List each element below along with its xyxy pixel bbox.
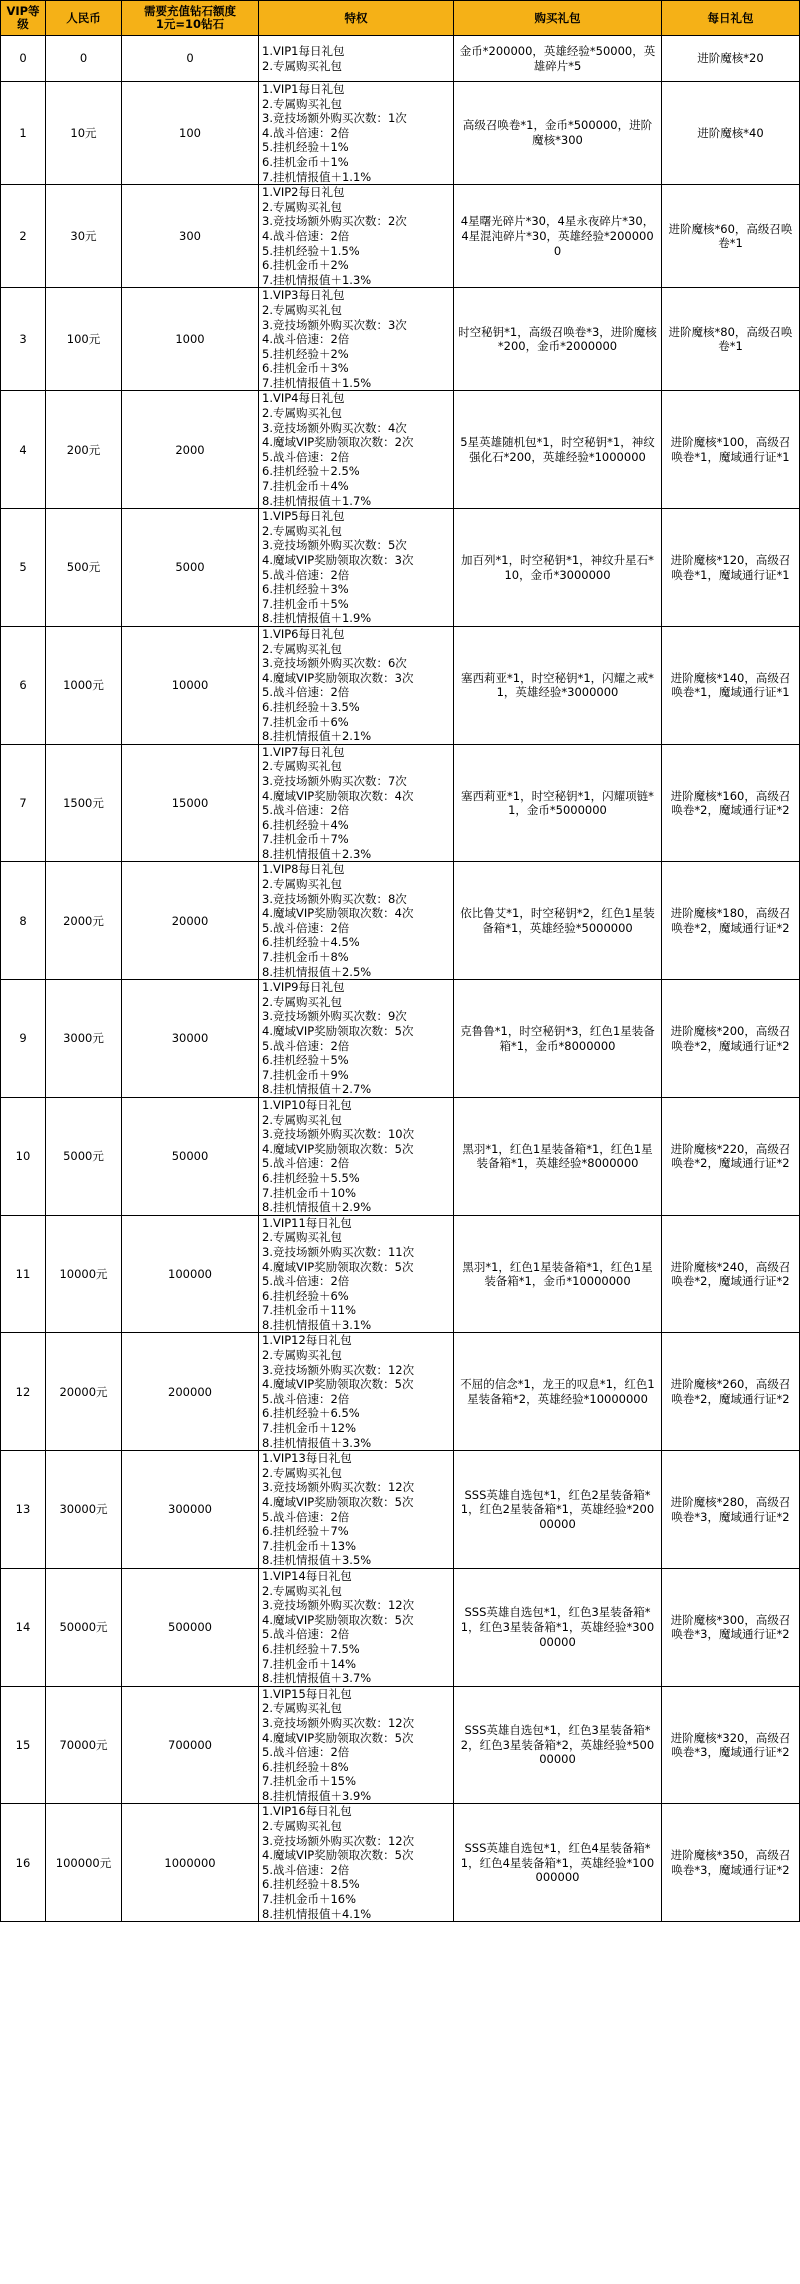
privilege-item: 2.专属购买礼包 (262, 406, 342, 421)
privileges-cell (259, 862, 454, 980)
privileges-cell (259, 1804, 454, 1922)
privilege-item: 4.魔域VIP奖励领取次数：3次 (262, 670, 414, 685)
privilege-item: 5.战斗倍速：2倍 (262, 1509, 350, 1524)
privilege-item: 4.战斗倍速：2倍 (262, 332, 350, 347)
privilege-item: 2.专属购买礼包 (262, 96, 342, 111)
header-row (1, 1, 800, 36)
vip-level-cell: 8 (1, 862, 46, 980)
privilege-item: 3.竞技场额外购买次数：11次 (262, 1244, 415, 1259)
privilege-item: 7.挂机情报值＋1.1% (262, 169, 372, 184)
privilege-item: 8.挂机情报值＋1.9% (262, 611, 372, 626)
diamonds-cell: 30000 (122, 980, 259, 1098)
privilege-item: 3.竞技场额外购买次数：12次 (262, 1715, 415, 1730)
table-row (1, 288, 800, 391)
privileges-cell (259, 1686, 454, 1804)
privileges-cell (259, 1333, 454, 1451)
privilege-item: 3.竞技场额外购买次数：10次 (262, 1127, 415, 1142)
table-row (1, 1097, 800, 1215)
privilege-item: 2.专属购买礼包 (262, 199, 342, 214)
diamonds-cell: 1000 (122, 288, 259, 391)
privilege-item: 5.战斗倍速：2倍 (262, 1038, 350, 1053)
privilege-item: 7.挂机金币＋8% (262, 950, 349, 965)
buy-gift-cell: SSS英雄自选包*1，红色3星装备箱*2，红色3星装备箱*2，英雄经验*50000000 (454, 1686, 662, 1804)
privilege-item: 6.挂机经验＋8% (262, 1759, 349, 1774)
table-row (1, 1686, 800, 1804)
diamonds-cell: 10000 (122, 626, 259, 744)
buy-gift-cell: 依比鲁艾*1，时空秘钥*2，红色1星装备箱*1，英雄经验*5000000 (454, 862, 662, 980)
daily-gift-cell: 进阶魔核*160，高级召唤卷*2，魔域通行证*2 (662, 744, 800, 862)
buy-gift-cell: 高级召唤卷*1，金币*500000，进阶魔核*300 (454, 82, 662, 185)
vip-level-cell: 10 (1, 1097, 46, 1215)
daily-gift-cell: 进阶魔核*20 (662, 36, 800, 82)
privilege-item: 3.竞技场额外购买次数：12次 (262, 1480, 415, 1495)
privilege-item: 3.竞技场额外购买次数：6次 (262, 656, 407, 671)
daily-gift-cell: 进阶魔核*280，高级召唤卷*3，魔域通行证*2 (662, 1451, 800, 1569)
privilege-item: 1.VIP12每日礼包 (262, 1333, 352, 1348)
privileges-cell (259, 82, 454, 185)
privilege-item: 7.挂机金币＋13% (262, 1538, 357, 1553)
daily-gift-cell: 进阶魔核*100，高级召唤卷*1，魔域通行证*1 (662, 391, 800, 509)
daily-gift-cell: 进阶魔核*140，高级召唤卷*1，魔域通行证*1 (662, 626, 800, 744)
table-row (1, 391, 800, 509)
privileges-cell (259, 185, 454, 288)
daily-gift-cell: 进阶魔核*260，高级召唤卷*2，魔域通行证*2 (662, 1333, 800, 1451)
privilege-item: 5.挂机经验＋1% (262, 140, 349, 155)
privilege-item: 8.挂机情报值＋1.7% (262, 493, 372, 508)
privilege-item: 6.挂机经验＋6% (262, 1288, 349, 1303)
privilege-item: 6.挂机金币＋3% (262, 361, 349, 376)
table-row (1, 1804, 800, 1922)
privilege-item: 5.战斗倍速：2倍 (262, 1862, 350, 1877)
privilege-item: 2.专属购买礼包 (262, 302, 342, 317)
privilege-item: 7.挂机金币＋12% (262, 1421, 357, 1436)
privilege-item: 2.专属购买礼包 (262, 1112, 342, 1127)
privilege-item: 6.挂机经验＋8.5% (262, 1877, 360, 1892)
diamonds-cell: 1000000 (122, 1804, 259, 1922)
table-row (1, 862, 800, 980)
vip-level-cell: 2 (1, 185, 46, 288)
privilege-item: 4.魔域VIP奖励领取次数：5次 (262, 1377, 414, 1392)
privilege-item: 8.挂机情报值＋2.7% (262, 1082, 372, 1097)
daily-gift-cell: 进阶魔核*180，高级召唤卷*2，魔域通行证*2 (662, 862, 800, 980)
privilege-item: 1.VIP6每日礼包 (262, 626, 345, 641)
buy-gift-cell: 时空秘钥*1，高级召唤卷*3，进阶魔核*200，金币*2000000 (454, 288, 662, 391)
daily-gift-cell: 进阶魔核*350，高级召唤卷*3，魔域通行证*2 (662, 1804, 800, 1922)
vip-level-cell: 7 (1, 744, 46, 862)
vip-level-cell: 9 (1, 980, 46, 1098)
diamonds-cell: 300 (122, 185, 259, 288)
rmb-cell: 10元 (46, 82, 122, 185)
privilege-item: 2.专属购买礼包 (262, 1583, 342, 1598)
table-row (1, 1333, 800, 1451)
rmb-cell: 500元 (46, 509, 122, 627)
privilege-item: 7.挂机金币＋9% (262, 1067, 349, 1082)
privilege-item: 8.挂机情报值＋3.7% (262, 1671, 372, 1686)
privilege-item: 1.VIP10每日礼包 (262, 1097, 352, 1112)
vip-level-cell: 6 (1, 626, 46, 744)
privilege-item: 4.魔域VIP奖励领取次数：5次 (262, 1730, 414, 1745)
buy-gift-cell: SSS英雄自选包*1，红色3星装备箱*1，红色3星装备箱*1，英雄经验*30000000 (454, 1568, 662, 1686)
privilege-item: 8.挂机情报值＋4.1% (262, 1906, 372, 1921)
privilege-item: 7.挂机金币＋11% (262, 1303, 357, 1318)
privilege-item: 5.挂机经验＋2% (262, 346, 349, 361)
rmb-cell: 30元 (46, 185, 122, 288)
privilege-item: 6.挂机经验＋3% (262, 582, 349, 597)
privilege-item: 7.挂机情报值＋1.3% (262, 272, 372, 287)
privilege-item: 7.挂机金币＋4% (262, 479, 349, 494)
privilege-item: 3.竞技场额外购买次数：7次 (262, 773, 407, 788)
diamonds-cell: 0 (122, 36, 259, 82)
privilege-item: 1.VIP15每日礼包 (262, 1686, 352, 1701)
table-row (1, 626, 800, 744)
privilege-item: 2.专属购买礼包 (262, 994, 342, 1009)
vip-level-cell: 13 (1, 1451, 46, 1569)
privileges-cell (259, 1097, 454, 1215)
privilege-item: 6.挂机金币＋1% (262, 154, 349, 169)
privilege-item: 1.VIP4每日礼包 (262, 391, 345, 406)
privilege-item: 1.VIP8每日礼包 (262, 862, 345, 877)
table-row (1, 509, 800, 627)
table-row (1, 980, 800, 1098)
privilege-item: 6.挂机经验＋5% (262, 1053, 349, 1068)
rmb-cell: 1000元 (46, 626, 122, 744)
daily-gift-cell: 进阶魔核*320，高级召唤卷*3，魔域通行证*2 (662, 1686, 800, 1804)
privileges-cell (259, 980, 454, 1098)
privilege-item: 3.竞技场额外购买次数：12次 (262, 1598, 415, 1613)
buy-gift-cell: 加百列*1，时空秘钥*1，神纹升星石*10，金币*3000000 (454, 509, 662, 627)
privilege-item: 8.挂机情报值＋2.1% (262, 729, 372, 744)
header-buy-gift: 购买礼包 (454, 1, 662, 36)
buy-gift-cell: SSS英雄自选包*1，红色4星装备箱*1，红色4星装备箱*1，英雄经验*100000000 (454, 1804, 662, 1922)
daily-gift-cell: 进阶魔核*60，高级召唤卷*1 (662, 185, 800, 288)
diamonds-cell: 2000 (122, 391, 259, 509)
buy-gift-cell: 塞西莉亚*1，时空秘钥*1，闪耀之戒*1，英雄经验*3000000 (454, 626, 662, 744)
vip-level-cell: 12 (1, 1333, 46, 1451)
buy-gift-cell: 塞西莉亚*1，时空秘钥*1，闪耀项链*1，金币*5000000 (454, 744, 662, 862)
rmb-cell: 100元 (46, 288, 122, 391)
rmb-cell: 20000元 (46, 1333, 122, 1451)
table-row (1, 1451, 800, 1569)
privilege-item: 7.挂机金币＋5% (262, 596, 349, 611)
rmb-cell: 1500元 (46, 744, 122, 862)
privilege-item: 2.专属购买礼包 (262, 1465, 342, 1480)
privileges-cell (259, 1215, 454, 1333)
privilege-item: 8.挂机情报值＋3.5% (262, 1553, 372, 1568)
privilege-item: 4.魔域VIP奖励领取次数：5次 (262, 1495, 414, 1509)
vip-level-cell: 5 (1, 509, 46, 627)
vip-level-cell: 0 (1, 36, 46, 82)
rmb-cell: 70000元 (46, 1686, 122, 1804)
privilege-item: 4.魔域VIP奖励领取次数：5次 (262, 1612, 414, 1627)
privilege-item: 8.挂机情报值＋2.5% (262, 964, 372, 979)
privileges-cell (259, 288, 454, 391)
daily-gift-cell: 进阶魔核*200，高级召唤卷*2，魔域通行证*2 (662, 980, 800, 1098)
privilege-item: 7.挂机情报值＋1.5% (262, 375, 372, 390)
vip-level-cell: 15 (1, 1686, 46, 1804)
privilege-item: 1.VIP13每日礼包 (262, 1451, 352, 1466)
privilege-item: 2.专属购买礼包 (262, 759, 342, 774)
privilege-item: 4.魔域VIP奖励领取次数：2次 (262, 435, 414, 450)
privilege-item: 1.VIP2每日礼包 (262, 185, 345, 200)
buy-gift-cell: 5星英雄随机包*1，时空秘钥*1，神纹强化石*200，英雄经验*1000000 (454, 391, 662, 509)
diamonds-cell: 100 (122, 82, 259, 185)
daily-gift-cell: 进阶魔核*300，高级召唤卷*3，魔域通行证*2 (662, 1568, 800, 1686)
privilege-item: 2.专属购买礼包 (262, 877, 342, 892)
privilege-item: 6.挂机经验＋4.5% (262, 935, 360, 950)
daily-gift-cell: 进阶魔核*240，高级召唤卷*2，魔域通行证*2 (662, 1215, 800, 1333)
privilege-item: 5.战斗倍速：2倍 (262, 1627, 350, 1642)
diamonds-cell: 50000 (122, 1097, 259, 1215)
privilege-item: 4.魔域VIP奖励领取次数：4次 (262, 788, 414, 803)
privileges-cell (259, 1451, 454, 1569)
privilege-item: 1.VIP16每日礼包 (262, 1804, 352, 1819)
privilege-item: 5.战斗倍速：2倍 (262, 1156, 350, 1171)
buy-gift-cell: 黑羽*1，红色1星装备箱*1，红色1星装备箱*1，英雄经验*8000000 (454, 1097, 662, 1215)
privilege-item: 2.专属购买礼包 (262, 58, 342, 73)
privilege-item: 1.VIP14每日礼包 (262, 1568, 352, 1583)
table-body (1, 36, 800, 1922)
privilege-item: 1.VIP3每日礼包 (262, 288, 345, 303)
diamonds-cell: 20000 (122, 862, 259, 980)
table-row (1, 36, 800, 82)
privilege-item: 3.竞技场额外购买次数：1次 (262, 111, 407, 126)
privilege-item: 8.挂机情报值＋3.1% (262, 1317, 372, 1332)
privilege-item: 4.战斗倍速：2倍 (262, 125, 350, 140)
privilege-item: 6.挂机经验＋4% (262, 817, 349, 832)
vip-level-cell: 16 (1, 1804, 46, 1922)
buy-gift-cell: SSS英雄自选包*1，红色2星装备箱*1，红色2星装备箱*1，英雄经验*20000000 (454, 1451, 662, 1569)
privileges-cell (259, 1568, 454, 1686)
privilege-item: 2.专属购买礼包 (262, 523, 342, 538)
privilege-item: 4.战斗倍速：2倍 (262, 228, 350, 243)
rmb-cell: 10000元 (46, 1215, 122, 1333)
vip-level-cell: 14 (1, 1568, 46, 1686)
header-daily-gift: 每日礼包 (662, 1, 800, 36)
privilege-item: 1.VIP7每日礼包 (262, 744, 345, 759)
privilege-item: 5.战斗倍速：2倍 (262, 449, 350, 464)
privileges-cell (259, 391, 454, 509)
privilege-item: 3.竞技场额外购买次数：12次 (262, 1833, 415, 1848)
rmb-cell: 3000元 (46, 980, 122, 1098)
diamonds-cell: 5000 (122, 509, 259, 627)
privilege-item: 6.挂机经验＋6.5% (262, 1406, 360, 1421)
privilege-item: 5.战斗倍速：2倍 (262, 1391, 350, 1406)
daily-gift-cell: 进阶魔核*220，高级召唤卷*2，魔域通行证*2 (662, 1097, 800, 1215)
rmb-cell: 50000元 (46, 1568, 122, 1686)
privilege-item: 8.挂机情报值＋2.3% (262, 846, 372, 861)
privilege-item: 5.挂机经验＋1.5% (262, 243, 360, 258)
privilege-item: 3.竞技场额外购买次数：5次 (262, 538, 407, 553)
daily-gift-cell: 进阶魔核*120，高级召唤卷*1，魔域通行证*1 (662, 509, 800, 627)
privileges-cell (259, 744, 454, 862)
privilege-item: 3.竞技场额外购买次数：2次 (262, 214, 407, 229)
privilege-item: 5.战斗倍速：2倍 (262, 685, 350, 700)
table-row (1, 185, 800, 288)
rmb-cell: 100000元 (46, 1804, 122, 1922)
header-privileges: 特权 (259, 1, 454, 36)
privilege-item: 7.挂机金币＋10% (262, 1185, 357, 1200)
rmb-cell: 30000元 (46, 1451, 122, 1569)
table-row (1, 82, 800, 185)
buy-gift-cell: 黑羽*1，红色1星装备箱*1，红色1星装备箱*1，金币*10000000 (454, 1215, 662, 1333)
privileges-cell (259, 509, 454, 627)
privilege-item: 6.挂机经验＋2.5% (262, 464, 360, 479)
privilege-item: 6.挂机经验＋7% (262, 1524, 349, 1539)
diamonds-cell: 100000 (122, 1215, 259, 1333)
privilege-item: 6.挂机金币＋2% (262, 258, 349, 273)
privilege-item: 3.竞技场额外购买次数：9次 (262, 1009, 407, 1024)
privilege-item: 2.专属购买礼包 (262, 641, 342, 656)
privilege-item: 2.专属购买礼包 (262, 1701, 342, 1716)
privilege-item: 5.战斗倍速：2倍 (262, 1274, 350, 1289)
privileges-cell (259, 626, 454, 744)
vip-level-cell: 1 (1, 82, 46, 185)
privilege-item: 3.竞技场额外购买次数：8次 (262, 891, 407, 906)
privilege-item: 8.挂机情报值＋2.9% (262, 1200, 372, 1215)
privilege-item: 6.挂机经验＋5.5% (262, 1170, 360, 1185)
table-row (1, 744, 800, 862)
buy-gift-cell: 金币*200000，英雄经验*50000，英雄碎片*5 (454, 36, 662, 82)
privilege-item: 5.战斗倍速：2倍 (262, 803, 350, 818)
privilege-item: 8.挂机情报值＋3.3% (262, 1435, 372, 1450)
header-rmb: 人民币 (46, 1, 122, 36)
privilege-item: 4.魔域VIP奖励领取次数：5次 (262, 1141, 414, 1156)
privilege-item: 1.VIP11每日礼包 (262, 1215, 352, 1230)
privilege-item: 7.挂机金币＋6% (262, 714, 349, 729)
privilege-item: 4.魔域VIP奖励领取次数：4次 (262, 906, 414, 921)
privilege-item: 4.魔域VIP奖励领取次数：5次 (262, 1848, 414, 1863)
privilege-item: 7.挂机金币＋16% (262, 1892, 357, 1907)
diamonds-cell: 300000 (122, 1451, 259, 1569)
privilege-item: 2.专属购买礼包 (262, 1348, 342, 1363)
rmb-cell: 5000元 (46, 1097, 122, 1215)
privilege-item: 4.魔域VIP奖励领取次数：3次 (262, 553, 414, 567)
privilege-item: 2.专属购买礼包 (262, 1230, 342, 1245)
privilege-item: 5.战斗倍速：2倍 (262, 920, 350, 935)
privilege-item: 8.挂机情报值＋3.9% (262, 1788, 372, 1803)
header-diamonds: 需要充值钻石额度 1元=10钻石 (122, 1, 259, 36)
privilege-item: 3.竞技场额外购买次数：4次 (262, 420, 407, 435)
daily-gift-cell: 进阶魔核*40 (662, 82, 800, 185)
daily-gift-cell: 进阶魔核*80，高级召唤卷*1 (662, 288, 800, 391)
vip-level-cell: 4 (1, 391, 46, 509)
table-row (1, 1215, 800, 1333)
privilege-item: 1.VIP1每日礼包 (262, 82, 345, 96)
diamonds-cell: 500000 (122, 1568, 259, 1686)
privilege-item: 3.竞技场额外购买次数：3次 (262, 317, 407, 332)
privilege-item: 7.挂机金币＋14% (262, 1656, 357, 1671)
table-row (1, 1568, 800, 1686)
vip-level-cell: 11 (1, 1215, 46, 1333)
header-vip-level: VIP等级 (1, 1, 46, 36)
diamonds-cell: 700000 (122, 1686, 259, 1804)
diamonds-cell: 15000 (122, 744, 259, 862)
privilege-item: 1.VIP9每日礼包 (262, 980, 345, 995)
rmb-cell: 2000元 (46, 862, 122, 980)
privilege-item: 2.专属购买礼包 (262, 1819, 342, 1834)
rmb-cell: 200元 (46, 391, 122, 509)
privilege-item: 6.挂机经验＋7.5% (262, 1641, 360, 1656)
privilege-item: 1.VIP5每日礼包 (262, 509, 345, 524)
privilege-item: 4.魔域VIP奖励领取次数：5次 (262, 1024, 414, 1038)
privilege-item: 5.战斗倍速：2倍 (262, 567, 350, 582)
privilege-item: 4.魔域VIP奖励领取次数：5次 (262, 1259, 414, 1274)
vip-level-cell: 3 (1, 288, 46, 391)
buy-gift-cell: 4星曙光碎片*30，4星永夜碎片*30，4星混沌碎片*30，英雄经验*2000000 (454, 185, 662, 288)
buy-gift-cell: 克鲁鲁*1，时空秘钥*3，红色1星装备箱*1，金币*8000000 (454, 980, 662, 1098)
privilege-item: 3.竞技场额外购买次数：12次 (262, 1362, 415, 1377)
buy-gift-cell: 不屈的信念*1，龙王的叹息*1，红色1星装备箱*2，英雄经验*10000000 (454, 1333, 662, 1451)
diamonds-cell: 200000 (122, 1333, 259, 1451)
privilege-item: 7.挂机金币＋15% (262, 1774, 357, 1789)
privilege-item: 6.挂机经验＋3.5% (262, 699, 360, 714)
privileges-cell (259, 36, 454, 82)
privilege-item: 7.挂机金币＋7% (262, 832, 349, 847)
privilege-item: 5.战斗倍速：2倍 (262, 1745, 350, 1760)
rmb-cell: 0 (46, 36, 122, 82)
privilege-item: 1.VIP1每日礼包 (262, 43, 345, 58)
